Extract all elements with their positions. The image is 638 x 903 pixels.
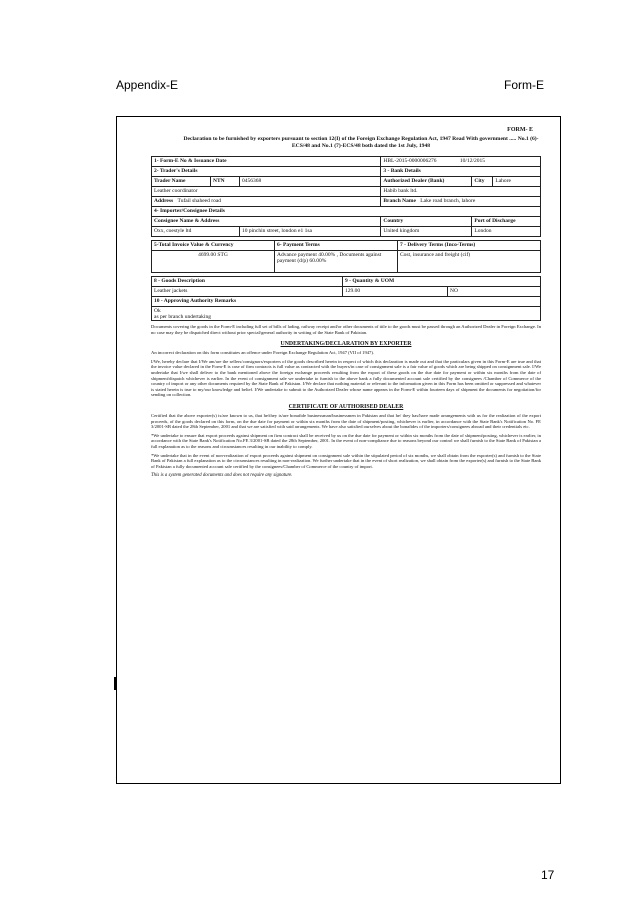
- declaration-title: Declaration to be furnished by exporters pursuant to section 12(I) of the Foreign Exchange Regulation Act, 1947 Read With government ..... No.1 (6)-ECS/48 and No.1 (7)-ECS/48 both dated the 1st July, 1948: [183, 136, 539, 149]
- form-fields-table: [151, 156, 541, 237]
- s7-label: 7 - Delivery Terms (Inco-Terms): [398, 241, 541, 251]
- s9-label: 9 - Quantity & UOM: [343, 277, 541, 287]
- remarks-line-2: as per branch undertaking: [154, 313, 211, 320]
- consignee-name: Oxx, coestyle ltd: [152, 227, 240, 237]
- trader-name-label: Trader Name: [152, 177, 211, 187]
- bank-name-value: Habib bank ltd.: [381, 187, 541, 197]
- s3-label: 3 - Bank Details: [381, 167, 541, 177]
- consignee-label: Consignee Name & Address: [152, 217, 381, 227]
- certificate-title: CERTIFICATE OF AUTHORISED DEALER: [288, 403, 404, 410]
- s4-label: 4- Importer/Consignee Details: [152, 207, 541, 217]
- city-value: Lahore: [493, 177, 541, 187]
- header-appendix-label: Appendix-E: [116, 78, 179, 92]
- trader-name-value: Leather coordinator: [152, 187, 381, 197]
- undertake-paragraph-2: *We undertake that in the event of non-realization of export proceeds against shipment on consignment sale within the stipulated period of six months, we shall obtain from the exporter(s) and furnish to the State Bank of Pakistan a full explanation as to the circumstances resulting in non-realization. We further undertake that in the event of short realization, we shall obtain from the exporter(s) and furnish to the State Bank of Pakistan a fully documented account sale certified by the consignees/Chamber of Commerce of the country of import.: [151, 452, 541, 469]
- undertaking-title: UNDERTAKING/DECLARATION BY EXPORTER: [280, 341, 412, 348]
- s1-value-cell: [381, 157, 541, 167]
- documents-note: Documents covering the goods in the Form-E including full set of bills of lading, railway receipt and/or other documents of title to the goods must be passed through an Authorized Dealer in Foreign Exchange. In no case may they be dispatched direct without prior special/general authority in writing of the State Bank of Pakistan.: [151, 324, 541, 335]
- authorized-dealer-label: Authorized Dealer (Bank): [381, 177, 472, 187]
- form-tag: FORM- E: [507, 127, 533, 133]
- scanned-form-frame: [116, 116, 561, 784]
- goods-table: [151, 276, 541, 321]
- city-label: City: [472, 177, 493, 187]
- branch-value: Lake road branch, lahore: [420, 197, 476, 204]
- payment-terms: Advance payment 40.00% , Documents against payment (d/p) 60.00%: [275, 251, 398, 273]
- s8-label: 8 - Goods Description: [152, 277, 343, 287]
- undertaking-text: I/We, hereby declare that I/We am/are the sellers/consignors/exporters of the goods described herein in respect of which this declaration is made out and that the particulars given in this Form-E are true and that the invoice value declared in the Form-E is case of firm contracts is full value as contracted with the buyers/in case of consignment sale is a fair value of goods which are being shipped on consignment sale. I/We undertake that I/we shall deliver to the bank mentioned above the foreign exchange proceeds resulting from the export of these goods on the due date for payment or within six months from the date of shipment/dispatch whichever is earlier. In the event of consignment sale we undertake to furnish to the above bank a fully documented account sale certified by the consignees /Chamber of Commerce of the country of import or any other documents required by the State Bank of Pakistan. I/We declare that nothing material or relevant to the information given in this Form has been omitted or suppressed and whatever is stated herein is true to my/our knowledge and belief. I/We undertake to submit to the Authorized Dealer whose name appears in the Form-E within fourteen days of shipment the documents for negotiation/for sending on collection.: [151, 358, 541, 398]
- quantity-value: 129.00: [343, 287, 448, 297]
- port-value: London: [472, 227, 541, 237]
- ntn-value: 0456368: [240, 177, 381, 187]
- ntn-label: NTN: [211, 177, 240, 187]
- remarks-line-1: Ok: [154, 307, 161, 314]
- consignee-address: 10 pinchin street, london e1 1sa: [240, 227, 381, 237]
- goods-value: Leather jackets: [152, 287, 343, 297]
- issuance-date: 10/12/2015: [459, 157, 485, 164]
- form-e-number: HBL-2015-0000006276: [383, 157, 437, 164]
- undertake-paragraph-1: *We undertake to ensure that export proceeds against shipment on firm contract shall be received by us on the due date for payment or within six months from the date of shipment/posting, whichever is earlier, in accordance with the State Bank's Notification No.FE 3/2001-SB dated the 28th September, 2001. In the event of non-compliance due to reasons beyond our control we shall furnish to the State Bank of Pakistan a full explanation as to the reasons and circumstances resulting in our inability to comply.: [151, 432, 541, 449]
- s10-label: 10 - Approving Authority Remarks: [152, 297, 541, 307]
- delivery-terms: Cost, insurance and freight (cif): [398, 251, 541, 273]
- scan-mark: [114, 677, 116, 690]
- country-value: United kingdom: [381, 227, 472, 237]
- branch-cell: [381, 197, 541, 207]
- incorrect-declaration-note: An incorrect declaration on this form constitutes an offence under Foreign Exchange Regulation Act, 1947 (VII of 1947).: [151, 350, 375, 356]
- header-form-label: Form-E: [504, 78, 544, 92]
- address-cell: [152, 197, 381, 207]
- s6-label: 6- Payment Terms: [275, 241, 398, 251]
- address-value: Tufail shaheed road: [177, 197, 222, 204]
- form-e-document: [151, 123, 541, 478]
- country-label: Country: [381, 217, 472, 227]
- branch-label: Branch Name: [383, 197, 416, 204]
- remarks-cell: [152, 307, 541, 321]
- invoice-value: 4699.00 STG: [152, 251, 275, 273]
- certificate-text: Certified that the above exporter(s) is/are known to us, that he/they is/are bonafide businessman/businessmen in Pakistan and that he/ they has/have made arrangements with us for the realization of the export proceeds, of the goods declared on this form, on the due date for payment or within six months from the date of shipment/posting, whichever is earlier, in accordance with the State Bank's Notification No. FE 3/2001-SB dated the 28th September, 2001 and that we are satisfied with said arrangements. We have also satisfied ourselves about the bonafides of the importers/consignees abroad and their credentials etc.: [151, 412, 541, 430]
- s5-label: 5-Total Invoice Value & Currency: [152, 241, 275, 251]
- s1-label: 1- Form-E No & Issuance Date: [152, 157, 381, 167]
- address-label: Address: [154, 197, 174, 204]
- s2-label: 2- Trader's Details: [152, 167, 381, 177]
- port-label: Port of Discharge: [472, 217, 541, 227]
- invoice-table: [151, 240, 541, 273]
- system-generated-note: This is a system generated documents and does not require any signature.: [151, 473, 293, 479]
- uom-value: NO: [448, 287, 541, 297]
- page-number: 17: [541, 868, 555, 882]
